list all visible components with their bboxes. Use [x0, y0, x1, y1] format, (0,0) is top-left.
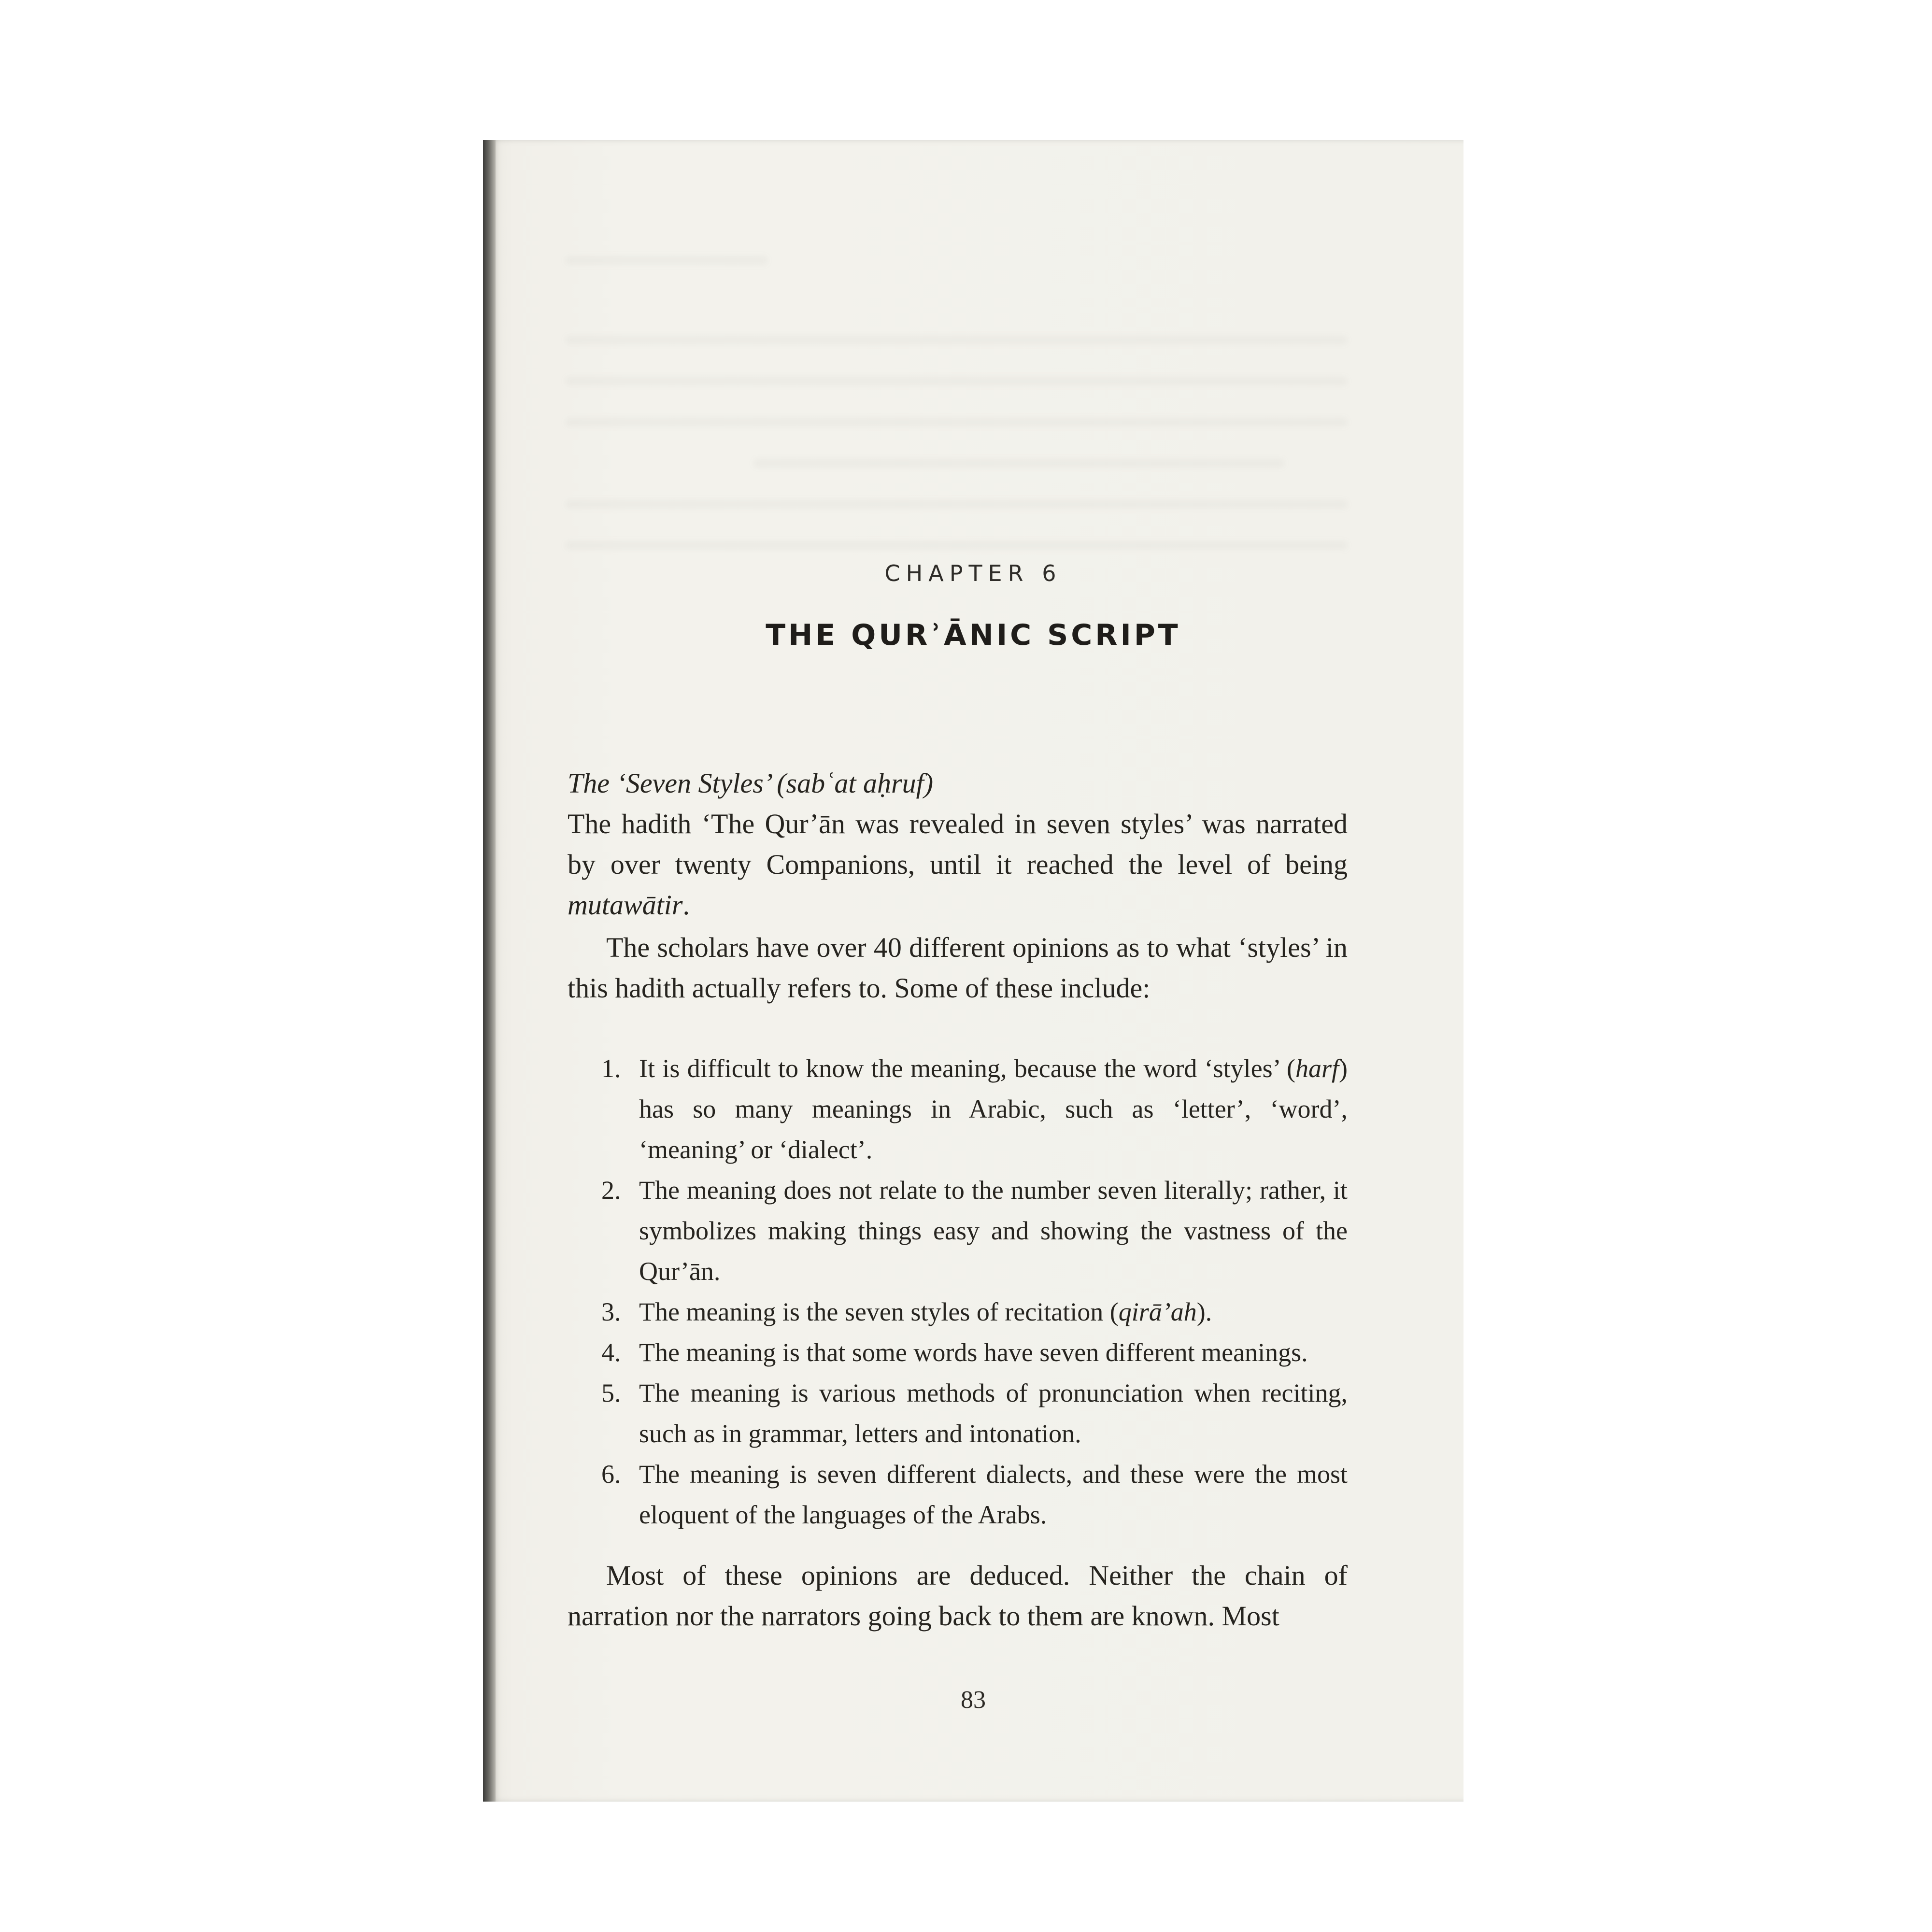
show-through-line: [565, 256, 768, 265]
list-item-text: The meaning is various methods of pronunciation when reciting, such as in grammar, letters and intonation.: [639, 1378, 1348, 1448]
paragraph-text: The hadith ‘The Qur’ān was revealed in seven styles’ was narrated by over twenty Companions, until it reached the level of being: [568, 808, 1348, 880]
italic-term: harf: [1295, 1054, 1339, 1083]
list-item-text: ) has so many meanings in Arabic, such as ‘letter’, ‘word’, ‘meaning’ or ‘dialect’.: [639, 1054, 1348, 1164]
list-item-text: The meaning is that some words have seven different meanings.: [639, 1338, 1308, 1367]
page-spine-shadow: [483, 140, 496, 1802]
list-item-number: 3.: [601, 1297, 621, 1326]
list-item-text: ).: [1196, 1297, 1212, 1326]
book-page: [483, 140, 1463, 1802]
body-paragraph: The scholars have over 40 different opinions as to what ‘styles’ in this hadith actually refers to. Some of these include:: [568, 932, 1348, 1004]
show-through-line: [753, 459, 1285, 468]
list-item-number: 6.: [601, 1460, 621, 1489]
list-item-number: 1.: [601, 1054, 621, 1083]
list-item: [601, 1332, 1348, 1373]
list-item: [601, 1292, 1348, 1332]
italic-term: qirā’ah: [1118, 1297, 1197, 1326]
numbered-list: [601, 1048, 1348, 1535]
section-heading: The ‘Seven Styles’ (sabʿat aḥruf): [568, 767, 934, 799]
list-item-text: The meaning is the seven styles of recitation (: [639, 1297, 1119, 1326]
body-paragraph: Most of these opinions are deduced. Neither the chain of narration nor the narrators going back to them are known. Most: [568, 1560, 1348, 1632]
list-item-text: The meaning is seven different dialects, and these were the most eloquent of the languages of the Arabs.: [639, 1460, 1348, 1529]
list-item: [601, 1170, 1348, 1292]
chapter-label: CHAPTER 6: [884, 560, 1062, 586]
list-item-text: The meaning does not relate to the number seven literally; rather, it symbolizes making things easy and showing the vastness of the Qur’ān.: [639, 1176, 1348, 1286]
show-through-line: [565, 418, 1348, 426]
show-through-line: [565, 500, 1348, 509]
chapter-title: THE QURʾĀNIC SCRIPT: [766, 618, 1181, 652]
page-number: 83: [961, 1686, 986, 1714]
paragraph-text: .: [682, 889, 690, 921]
body-paragraph: [568, 804, 1348, 925]
show-through-line: [565, 377, 1348, 385]
list-item-number: 2.: [601, 1176, 621, 1205]
list-item: [601, 1373, 1348, 1454]
list-item-text: It is difficult to know the meaning, because the word ‘styles’ (: [639, 1054, 1295, 1083]
list-item-number: 4.: [601, 1338, 621, 1367]
list-item: [601, 1048, 1348, 1170]
show-through-line: [565, 336, 1348, 344]
show-through-line: [565, 541, 1348, 550]
italic-term: mutawātir: [568, 889, 683, 921]
list-item: [601, 1454, 1348, 1535]
list-item-number: 5.: [601, 1378, 621, 1407]
